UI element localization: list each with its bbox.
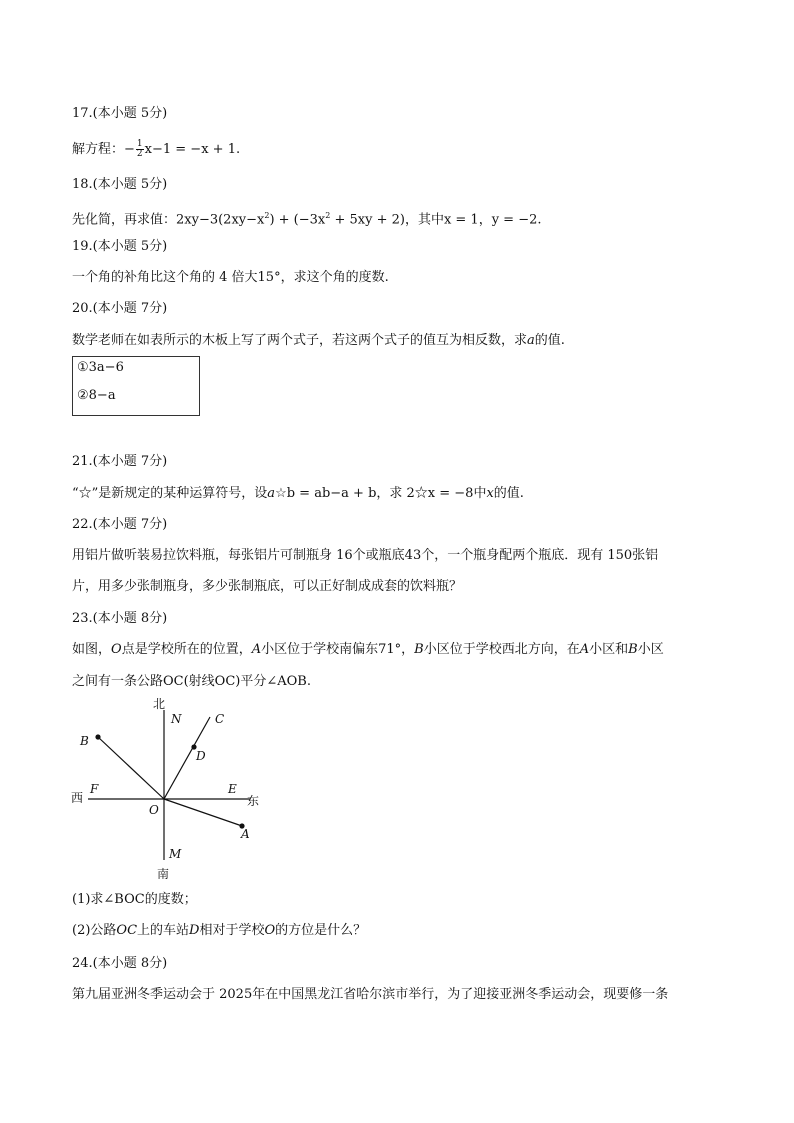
label-C: C (215, 712, 225, 726)
q21-var-x: x (486, 486, 494, 501)
label-east: 东 (247, 794, 260, 808)
q23-sub2-d: 的方位是什么？ (275, 923, 367, 938)
q21-var-a: a (267, 486, 276, 501)
q23-sub2-a: (2)公路 (72, 923, 117, 938)
q23-heading: 23.(本小题 8分) (72, 611, 168, 626)
q17-minus: − (124, 142, 135, 157)
q20-var-a: a (527, 333, 535, 348)
q23-l1-c: 小区位于学校南偏东71°， (261, 642, 415, 657)
ray-OB (98, 737, 164, 799)
q18-text-a: 先化简，再求值：2xy−3(2xy−x (72, 212, 265, 228)
q23-sub2 (72, 922, 366, 940)
q23-sub1: (1)求∠BOC的度数； (72, 892, 197, 907)
q17-frac-num: 1 (136, 139, 143, 149)
label-south: 南 (157, 867, 170, 881)
label-D: D (196, 749, 206, 763)
q23-l1-f: 小区 (637, 642, 664, 657)
q23-line1 (72, 641, 664, 659)
label-M: M (169, 847, 182, 861)
q21-text (72, 485, 524, 503)
q21-text-b: ☆b = ab−a + b，求 2☆x = −8中 (275, 486, 487, 501)
label-west: 西 (71, 791, 84, 805)
q23-l1-O: O (111, 642, 122, 657)
q23-sub2-c: 相对于学校 (199, 923, 265, 938)
label-E: E (228, 782, 237, 796)
q23-sub2-O: O (264, 923, 276, 938)
label-A: A (241, 827, 250, 841)
q18-sup1: 2 (264, 211, 270, 220)
q23-l1-d: 小区位于学校西北方向，在 (423, 642, 580, 657)
q22-heading: 22.(本小题 7分) (72, 517, 168, 532)
q23-l1-b: 点是学校所在的位置， (121, 642, 252, 657)
q23-l1-e: 小区和 (589, 642, 629, 657)
label-O: O (149, 803, 159, 817)
q21-text-a: “☆”是新规定的某种运算符号，设 (72, 486, 268, 501)
q23-l1-B: B (414, 642, 424, 657)
q23-l1-A: A (251, 642, 262, 657)
q20-heading: 20.(本小题 7分) (72, 301, 168, 316)
q20-board-item-1: ①3a−6 (77, 360, 124, 375)
q24-heading: 24.(本小题 8分) (72, 956, 168, 971)
q20-text-b: 的值. (534, 333, 565, 348)
q20-text (72, 332, 565, 350)
q17-equation (72, 140, 240, 159)
q17-frac-den: 2 (136, 149, 143, 159)
q18-heading: 18.(本小题 5分) (72, 177, 168, 192)
q23-line2: 之间有一条公路OC(射线OC)平分∠AOB. (72, 674, 311, 689)
label-B: B (80, 734, 89, 748)
ray-OA (164, 799, 242, 826)
q21-heading: 21.(本小题 7分) (72, 454, 168, 469)
q23-direction-figure (60, 692, 280, 882)
label-F: F (90, 782, 99, 796)
q23-l1-B2: B (628, 642, 638, 657)
q20-text-a: 数学老师在如表所示的木板上写了两个式子，若这两个式子的值互为相反数，求 (72, 333, 528, 348)
q17-heading: 17.(本小题 5分) (72, 106, 168, 121)
q17-rest: x−1 = −x + 1. (144, 142, 241, 157)
q22-line1: 用铝片做听装易拉饮料瓶，每张铝片可制瓶身 16个或瓶底43个，一个瓶身配两个瓶底．现有 150张铝 (72, 548, 659, 563)
q19-heading: 19.(本小题 5分) (72, 239, 168, 254)
q23-sub2-D: D (189, 923, 200, 938)
q23-sub2-b: 上的车站 (137, 923, 190, 938)
q18-text-c: + 5xy + 2)，其中x = 1，y = −2. (330, 212, 542, 228)
q17-fraction (136, 140, 144, 159)
q23-l1-A2: A (579, 642, 590, 657)
q19-text: 一个角的补角比这个角的 4 倍大15°，求这个角的度数. (72, 270, 389, 285)
q20-board (72, 356, 200, 416)
label-north: 北 (153, 697, 166, 711)
q17-prefix: 解方程： (72, 142, 125, 157)
q18-sup2: 2 (325, 211, 331, 220)
point-B (95, 734, 100, 739)
label-N: N (171, 712, 182, 726)
q23-sub2-OC: OC (116, 923, 138, 938)
q21-text-c: 的值. (493, 486, 524, 501)
q22-line2: 片，用多少张制瓶身，多少张制瓶底，可以正好制成成套的饮料瓶？ (72, 579, 463, 594)
q18-text (72, 207, 542, 229)
q18-text-b: ) + (−3x (269, 212, 326, 228)
q24-line1: 第九届亚洲冬季运动会于 2025年在中国黑龙江省哈尔滨市举行，为了迎接亚洲冬季运动会，现要修一条 (72, 987, 669, 1002)
q20-board-item-2: ②8−a (77, 388, 116, 403)
q23-l1-a: 如图， (72, 642, 112, 657)
